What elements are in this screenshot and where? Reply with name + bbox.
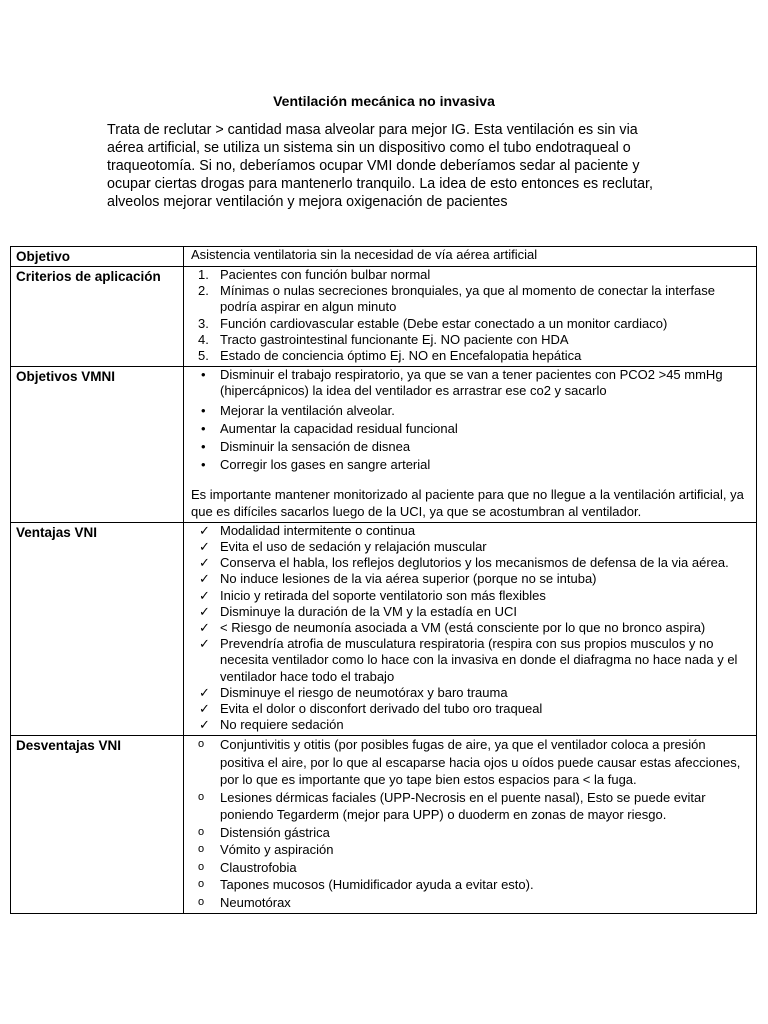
list-item — [189, 859, 751, 877]
row-content — [184, 267, 757, 367]
checkmark-icon: ✓ — [199, 717, 210, 733]
objetivo-text: Asistencia ventilatoria sin la necesidad de vía aérea artificial — [191, 247, 538, 262]
row-objetivos-vmni — [11, 367, 757, 523]
row-label: Objetivos VMNI — [11, 367, 184, 523]
list-item — [189, 894, 751, 912]
list-item — [189, 403, 751, 419]
checkmark-list — [189, 523, 751, 734]
checkmark-icon: ✓ — [199, 701, 210, 717]
row-label: Desventajas VNI — [11, 736, 184, 914]
list-item — [189, 717, 751, 733]
list-item — [189, 736, 751, 789]
list-number: 2. — [198, 283, 209, 299]
bullet-icon: • — [201, 402, 206, 418]
list-item-text: Disminuye la duración de la VM y la estadía en UCI — [220, 603, 517, 619]
list-item-text: Tapones mucosos (Humidificador ayuda a evitar esto). — [220, 877, 534, 893]
row-objetivo — [11, 247, 757, 267]
list-item-text: Aumentar la capacidad residual funcional — [220, 420, 458, 436]
list-item-text: Inicio y retirada del soporte ventilatorio son más flexibles — [220, 587, 546, 603]
list-number: 5. — [198, 348, 209, 364]
list-item-text: Conjuntivitis y otitis (por posibles fugas de aire, ya que el ventilador coloca a presión positiva el aire, por lo que al escaparse hacia ojos u oídos puede causar estas afecciones, por lo que es importante que yo tape bien estos espacios para < la fuga. — [220, 737, 741, 788]
checkmark-icon: ✓ — [199, 571, 210, 587]
checkmark-icon: ✓ — [199, 636, 210, 652]
list-item — [189, 316, 751, 332]
checkmark-icon: ✓ — [199, 620, 210, 636]
monitoring-note: Es importante mantener monitorizado al paciente para que no llegue a la ventilación artificial, ya que es difíciles sacarlos luego de la UCI, ya que se acostumbran al ventilador. — [191, 487, 744, 519]
list-number: 1. — [198, 267, 209, 282]
row-label: Objetivo — [11, 247, 184, 267]
list-item-text: Conserva el habla, los reflejos deglutorios y los mecanismos de defensa de la via aérea. — [220, 555, 729, 571]
row-content — [184, 367, 757, 523]
checkmark-icon: ✓ — [199, 522, 210, 538]
list-item-text: No requiere sedación — [220, 717, 344, 733]
list-item-text: Lesiones dérmicas faciales (UPP-Necrosis en el puente nasal), Esto se puede evitar poniendo Tegarderm (mejor para UPP) o duoderm en zonas de mayor riesgo. — [220, 789, 706, 823]
document-title: Ventilación mecánica no invasiva — [273, 93, 495, 109]
row-label: Criterios de aplicación — [11, 267, 184, 367]
list-item-text: Disminuir la sensación de disnea — [220, 439, 411, 455]
bullet-list — [189, 367, 751, 473]
list-item — [189, 367, 751, 399]
list-number: 4. — [198, 331, 209, 347]
list-item-text: Modalidad intermitente o continua — [220, 522, 416, 538]
list-item-text: Claustrofobia — [220, 859, 297, 875]
list-item-text: Estado de conciencia óptimo Ej. NO en Encefalopatia hepática — [220, 348, 582, 364]
list-number: 3. — [198, 315, 209, 331]
list-item-text: Disminuir el trabajo respiratorio, ya que se van a tener pacientes con PCO2 >45 mmHg (hipercápnicos) la idea del ventilador es arrastrar ese co2 y sacarlo — [220, 367, 723, 399]
list-item — [189, 555, 751, 571]
list-item — [189, 841, 751, 859]
list-item — [189, 421, 751, 437]
bullet-icon: • — [201, 457, 206, 473]
list-item — [189, 789, 751, 824]
circle-bullet-icon: o — [198, 825, 205, 838]
list-item-text: Función cardiovascular estable (Debe estar conectado a un monitor cardiaco) — [220, 315, 668, 331]
list-item — [189, 348, 751, 364]
list-item-text: Disminuye el riesgo de neumotórax y baro trauma — [220, 684, 508, 700]
bullet-icon: • — [201, 367, 206, 383]
list-item-text: Tracto gastrointestinal funcionante Ej. NO paciente con HDA — [220, 331, 569, 347]
circle-bullet-icon: o — [198, 895, 205, 908]
list-item — [189, 267, 751, 283]
list-item — [189, 604, 751, 620]
circle-bullet-icon: o — [198, 878, 205, 891]
list-item-text: Pacientes con función bulbar normal — [220, 267, 431, 282]
list-item — [189, 588, 751, 604]
list-item — [189, 571, 751, 587]
vni-summary-table — [10, 246, 757, 914]
list-item-text: Evita el dolor o disconfort derivado del tubo oro traqueal — [220, 701, 543, 717]
list-item — [189, 824, 751, 842]
list-item — [189, 439, 751, 455]
list-item-text: Prevendría atrofia de musculatura respiratoria (respira con sus propios musculos y no necesita ventilador como lo hace con la invasiva en donde el diafragma no hace nada y el ventilador hace todo el trabajo — [220, 636, 738, 684]
list-item-text: Distensión gástrica — [220, 824, 330, 840]
circle-bullet-icon: o — [198, 843, 205, 856]
checkmark-icon: ✓ — [199, 587, 210, 603]
list-item-text: Neumotórax — [220, 894, 291, 910]
circle-bullet-icon: o — [198, 860, 205, 873]
list-item — [189, 523, 751, 539]
list-item — [189, 636, 751, 685]
checkmark-icon: ✓ — [199, 684, 210, 700]
list-item — [189, 701, 751, 717]
list-item-text: Evita el uso de sedación y relajación muscular — [220, 539, 487, 555]
list-item-text: Mínimas o nulas secreciones bronquiales, ya que al momento de conectar la interfase podría aspirar en algun minuto — [220, 283, 715, 315]
bullet-icon: • — [201, 420, 206, 436]
circle-list — [189, 736, 751, 911]
row-content — [184, 522, 757, 736]
list-item-text: < Riesgo de neumonía asociada a VM (está consciente por lo que no bronco aspira) — [220, 620, 706, 636]
circle-bullet-icon: o — [198, 790, 205, 803]
row-desventajas — [11, 736, 757, 914]
row-ventajas — [11, 522, 757, 736]
checkmark-icon: ✓ — [199, 539, 210, 555]
bullet-icon: • — [201, 439, 206, 455]
row-criterios — [11, 267, 757, 367]
list-item — [189, 620, 751, 636]
row-content — [184, 247, 757, 267]
numbered-list — [189, 267, 751, 364]
circle-bullet-icon: o — [198, 738, 205, 751]
row-label: Ventajas VNI — [11, 522, 184, 736]
list-item-text: Corregir los gases en sangre arterial — [220, 457, 431, 473]
list-item — [189, 539, 751, 555]
list-item — [189, 876, 751, 894]
row-content — [184, 736, 757, 914]
list-item — [189, 283, 751, 315]
list-item — [189, 685, 751, 701]
list-item-text: Mejorar la ventilación alveolar. — [220, 402, 395, 418]
list-item — [189, 332, 751, 348]
intro-paragraph: Trata de reclutar > cantidad masa alveolar para mejor IG. Esta ventilación es sin via aérea artificial, se utiliza un sistema sin un dispositivo como el tubo endotraqueal o traqueotomía. Si no, deberíamos ocupar VMI donde deberíamos sedar al paciente y ocupar ciertas drogas para mantenerlo tranquilo. La idea de esto entonces es reclutar, alveolos mejorar ventilación y mejora oxigenación de pacientes — [107, 122, 653, 210]
list-item — [189, 457, 751, 473]
list-item-text: No induce lesiones de la via aérea superior (porque no se intuba) — [220, 571, 597, 587]
list-item-text: Vómito y aspiración — [220, 842, 334, 858]
checkmark-icon: ✓ — [199, 555, 210, 571]
checkmark-icon: ✓ — [199, 603, 210, 619]
